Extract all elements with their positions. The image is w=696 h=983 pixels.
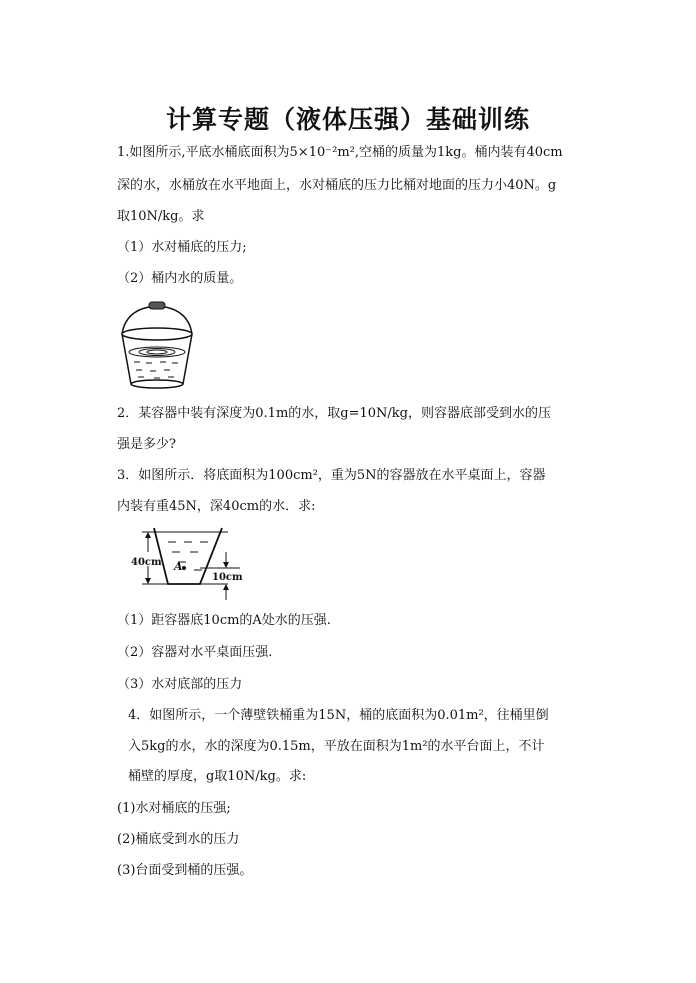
q4-line-1: 4．如图所示，一个薄壁铁桶重为15N，桶的底面积为0.01m²，往桶里倒 (128, 708, 549, 723)
q3-sub-2: （2）容器对水平桌面压强. (117, 645, 273, 660)
figure-label-10cm: 10cm (212, 572, 243, 583)
q4-sub-3: (3)台面受到桶的压强。 (117, 863, 253, 878)
figure-label-40cm: 40cm (131, 557, 162, 568)
q4-sub-1: (1)水对桶底的压强; (117, 801, 231, 816)
q1-line-1: 1.如图所示,平底水桶底面积为5×10⁻²m²,空桶的质量为1kg。桶内装有40cm (117, 145, 563, 160)
q3-sub-1: （1）距容器底10cm的A处水的压强. (117, 613, 331, 628)
q1-line-3: 取10N/kg。求 (117, 209, 205, 224)
q2-line-2: 强是多少? (117, 437, 176, 452)
q1-sub-1: （1）水对桶底的压力; (117, 240, 247, 255)
q3-sub-3: （3）水对底部的压力 (117, 677, 243, 692)
q1-line-2: 深的水，水桶放在水平地面上，水对桶底的压力比桶对地面的压力小40N。g (117, 178, 557, 193)
page-title: 计算专题（液体压强）基础训练 (165, 105, 530, 134)
q1-sub-2: （2）桶内水的质量。 (117, 271, 243, 286)
q4-line-3: 桶壁的厚度，g取10N/kg。求: (128, 769, 307, 784)
q2-line-1: 2．某容器中装有深度为0.1m的水，取g=10N/kg，则容器底部受到水的压 (117, 406, 551, 421)
q3-line-1: 3．如图所示．将底面积为100cm²，重为5N的容器放在水平桌面上，容器 (117, 468, 546, 483)
q4-sub-2: (2)桶底受到水的压力 (117, 832, 240, 847)
q3-line-2: 内装有重45N，深40cm的水．求: (117, 499, 316, 514)
bucket-figure (118, 300, 196, 392)
figure-label-a: A (174, 560, 183, 573)
q4-line-2: 入5kg的水，水的深度为0.15m，平放在面积为1m²的水平台面上，不计 (128, 739, 545, 754)
